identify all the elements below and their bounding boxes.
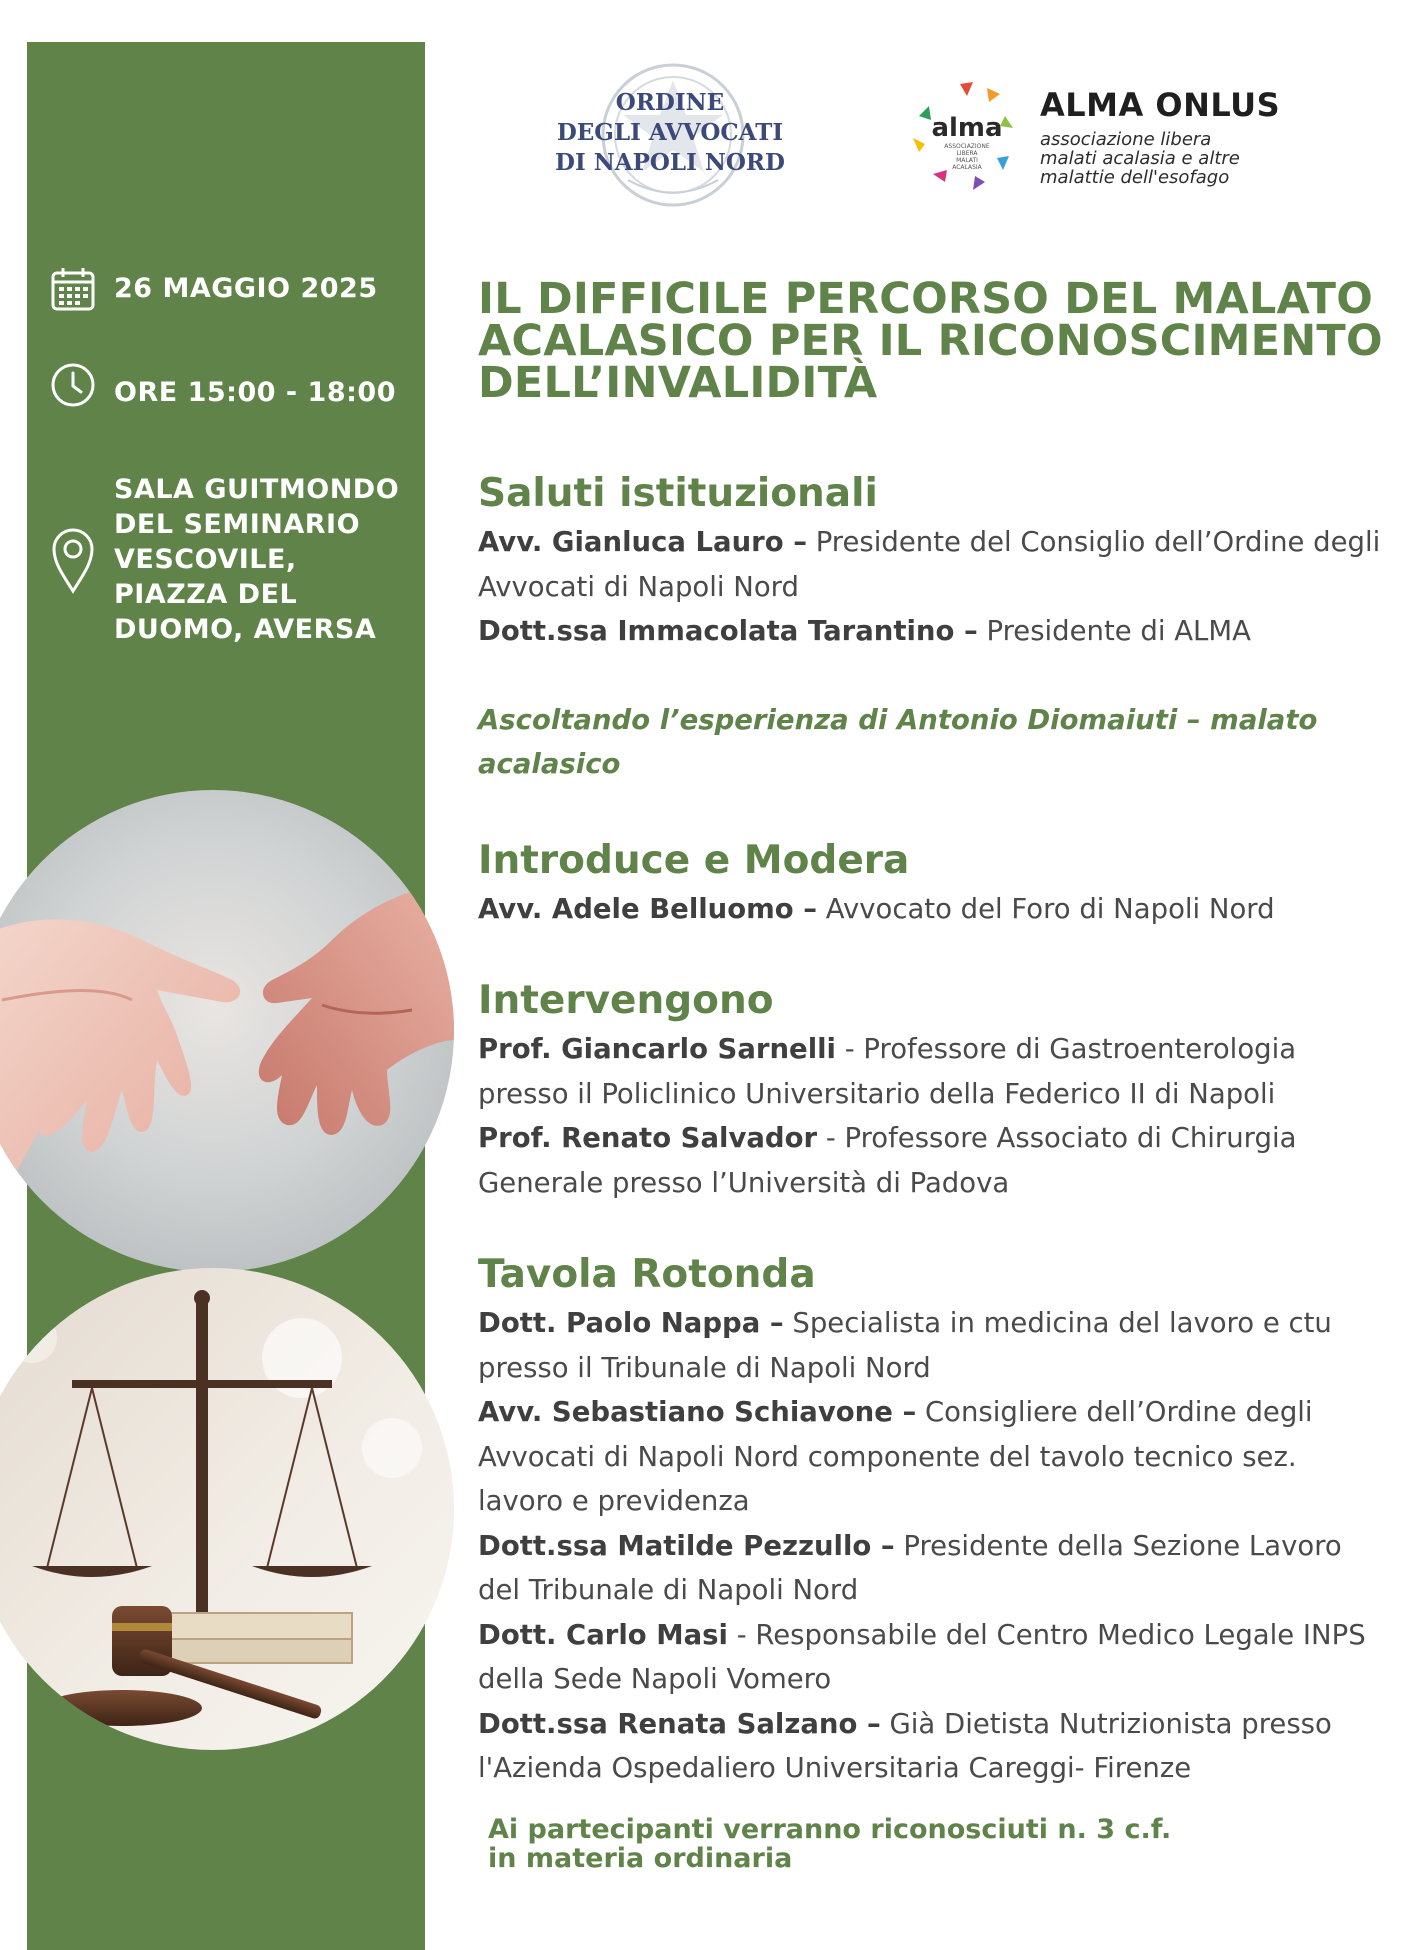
ordine-line-2: DEGLI AVVOCATI <box>556 119 784 146</box>
svg-text:ACALASIA: ACALASIA <box>952 164 982 171</box>
date-text: 26 MAGGIO 2025 <box>114 273 378 304</box>
speaker-item: Dott.ssa Matilde Pezzullo – Presidente della Sezione Lavoro del Tribunale di Napoli Nord <box>478 1529 1342 1606</box>
alma-pinwheel-icon <box>905 78 1025 198</box>
speaker-item: Dott.ssa Renata Salzano – Già Dietista Nutrizionista presso l'Azienda Ospedaliero Universitaria Careggi- Firenze <box>478 1707 1332 1784</box>
section-title-tavola: Tavola Rotonda <box>478 1252 816 1297</box>
speaker-item: Prof. Renato Salvador - Professore Associato di Chirurgia Generale presso l’Università di Padova <box>478 1122 1297 1199</box>
location-text: SALA GUITMONDO DEL SEMINARIO VESCOVILE, PIAZZA DEL DUOMO, AVERSA <box>114 474 400 645</box>
event-location <box>50 472 399 647</box>
alma-title: ALMA ONLUS <box>1040 86 1281 124</box>
alma-subtitle: associazione libera malati acalasia e altre malattie dell'esofago <box>1040 129 1240 188</box>
svg-text:LIBERA: LIBERA <box>956 150 978 157</box>
speaker-item: Avv. Gianluca Lauro – Presidente del Consiglio dell’Ordine degli Avvocati di Napoli Nord <box>478 526 1381 603</box>
event-title: IL DIFFICILE PERCORSO DEL MALATO ACALASICO PER IL RICONOSCIMENTO DELL’INVALIDITÀ <box>478 274 1383 408</box>
speaker-item: Avv. Sebastiano Schiavone – Consigliere dell’Ordine degli Avvocati di Napoli Nord componente del tavolo tecnico sez. lavoro e previdenza <box>478 1396 1313 1517</box>
alma-mark-text: alma <box>931 113 1003 143</box>
ordine-line-1: ORDINE <box>615 89 725 116</box>
ordine-avvocati-logo <box>540 60 800 210</box>
section-title-introduce: Introduce e Modera <box>478 837 910 883</box>
section-title-intervengono: Intervengono <box>478 978 774 1023</box>
alma-onlus-logo <box>905 78 1285 198</box>
speaker-item: Dott.ssa Immacolata Tarantino – Presidente di ALMA <box>478 615 1251 647</box>
speaker-item: Dott. Carlo Masi - Responsabile del Centro Medico Legale INPS della Sede Napoli Vomero <box>478 1618 1366 1695</box>
event-time <box>50 362 396 410</box>
svg-text:ASSOCIAZIONE: ASSOCIAZIONE <box>944 143 990 150</box>
event-date <box>50 266 378 312</box>
ordine-line-3: DI NAPOLI NORD <box>555 149 785 176</box>
speaker-item: Prof. Giancarlo Sarnelli - Professore di Gastroenterologia presso il Policlinico Universitario della Federico II di Napoli <box>478 1033 1297 1110</box>
speaker-item: Avv. Adele Belluomo – Avvocato del Foro di Napoli Nord <box>478 892 1275 925</box>
time-text: ORE 15:00 - 18:00 <box>114 377 396 408</box>
svg-text:MALATI: MALATI <box>956 157 978 164</box>
testimony-quote: Ascoltando l’esperienza di Antonio Diomaiuti – malato acalasico <box>478 703 1318 780</box>
programme <box>478 468 1383 1873</box>
credits-note: Ai partecipanti verranno riconosciuti n. 3 c.f. in materia ordinaria <box>488 1813 1172 1874</box>
calendar-icon <box>50 266 96 312</box>
map-pin-icon <box>50 472 96 647</box>
clock-icon <box>50 362 96 408</box>
speaker-item: Dott. Paolo Nappa – Specialista in medicina del lavoro e ctu presso il Tribunale di Napoli Nord <box>478 1307 1332 1384</box>
section-title-saluti: Saluti istituzionali <box>478 471 878 516</box>
